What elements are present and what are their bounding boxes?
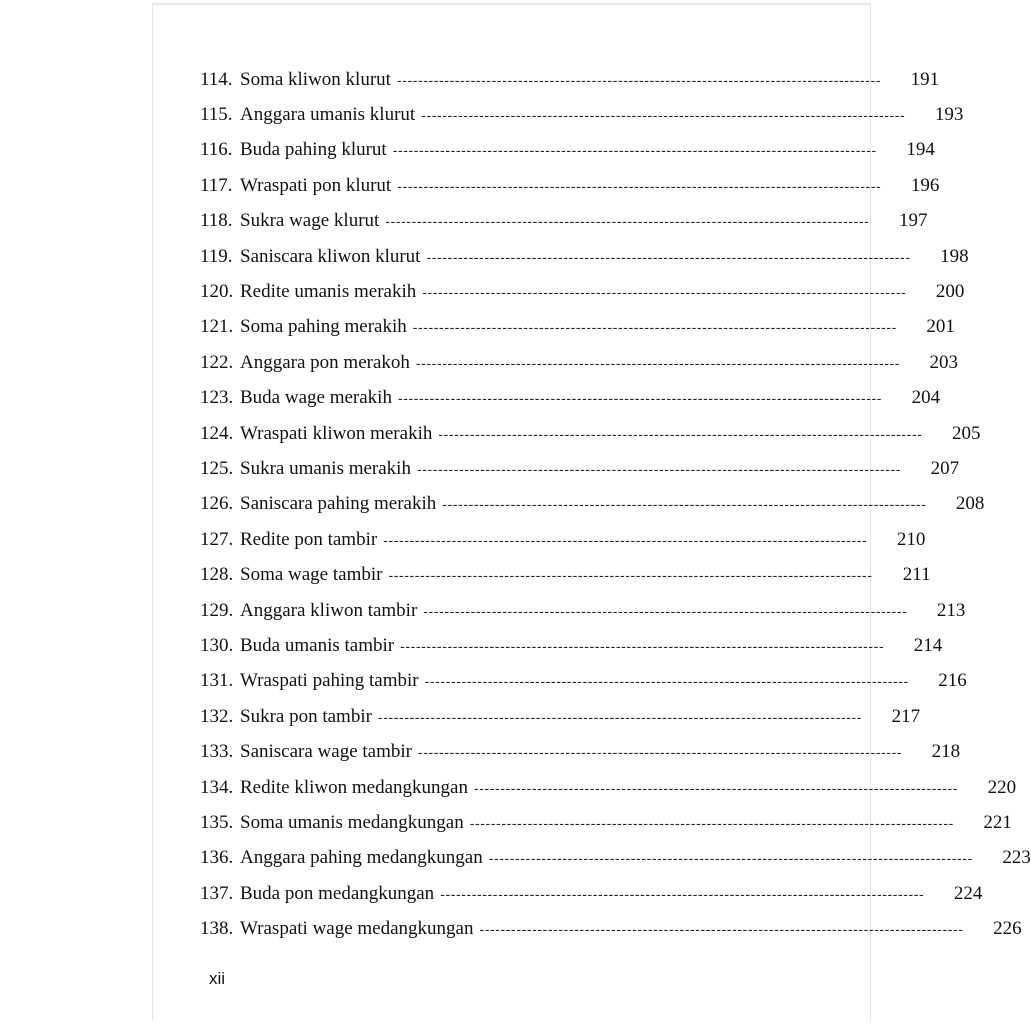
toc-entry <box>200 168 940 203</box>
toc-entry-number: 137. <box>200 882 234 904</box>
toc-dash-leader: -------------------------------------------------------------------------------------------- <box>396 71 882 88</box>
toc-entry-title: Soma pahing merakih <box>240 316 407 338</box>
toc-entry-title: Soma umanis medangkungan <box>240 811 464 833</box>
toc-entry-number: 136. <box>200 847 234 869</box>
toc-entry-page-number: 221 <box>983 811 1012 833</box>
toc-dash-leader: -------------------------------------------------------------------------------------------- <box>438 425 923 442</box>
toc-entry-page-number: 198 <box>940 245 969 267</box>
toc-entry-title: Buda umanis tambir <box>240 634 395 656</box>
toc-entry-number: 135. <box>200 811 234 833</box>
toc-dash-leader: -------------------------------------------------------------------------------------------- <box>423 602 908 619</box>
toc-entry-title: Redite kliwon medangkungan <box>240 776 468 798</box>
toc-dash-leader: -------------------------------------------------------------------------------------------- <box>412 319 897 336</box>
toc-entry-number: 127. <box>200 528 234 550</box>
toc-entry-page-number: 203 <box>929 351 959 373</box>
toc-entry-title: Redite umanis merakih <box>240 281 417 303</box>
toc-entry <box>200 770 1017 805</box>
toc-dash-leader: -------------------------------------------------------------------------------------------- <box>424 673 909 690</box>
toc-entry-number: 131. <box>200 670 234 692</box>
toc-entry-title: Wraspati pahing tambir <box>240 670 419 692</box>
toc-entry-number: 117. <box>200 174 233 196</box>
toc-entry-number: 133. <box>200 741 234 763</box>
toc-entry-title: Buda pahing klurut <box>240 139 387 161</box>
toc-entry <box>200 345 959 380</box>
toc-entry <box>200 699 921 734</box>
toc-dash-leader: -------------------------------------------------------------------------------------------- <box>421 107 906 124</box>
toc-dash-leader: -------------------------------------------------------------------------------------------- <box>422 284 907 301</box>
toc-entry-number: 116. <box>200 139 233 161</box>
toc-entry-page-number: 220 <box>987 776 1017 798</box>
toc-entry-title: Saniscara pahing merakih <box>240 493 437 515</box>
toc-entry-number: 132. <box>200 705 234 727</box>
toc-entry-page-number: 216 <box>938 670 967 692</box>
toc-entry-title: Buda wage merakih <box>240 387 392 409</box>
toc-entry-number: 121. <box>200 316 234 338</box>
toc-entry <box>200 381 941 416</box>
toc-entry <box>200 274 965 309</box>
toc-entry-page-number: 200 <box>935 281 965 303</box>
table-of-contents <box>200 62 1031 947</box>
toc-entry-page-number: 194 <box>906 139 935 161</box>
toc-dash-leader: -------------------------------------------------------------------------------------------- <box>388 567 873 584</box>
toc-entry-number: 120. <box>200 281 234 303</box>
toc-entry-page-number: 201 <box>926 316 955 338</box>
toc-entry-title: Saniscara kliwon klurut <box>240 245 421 267</box>
toc-entry-title: Buda pon medangkungan <box>240 882 435 904</box>
toc-entry-page-number: 205 <box>951 422 981 444</box>
toc-entry-page-number: 210 <box>896 528 926 550</box>
toc-entry <box>200 239 969 274</box>
toc-entry-title: Anggara pon merakoh <box>240 351 410 373</box>
toc-entry-page-number: 193 <box>934 104 964 126</box>
toc-entry <box>200 805 1012 840</box>
toc-entry-number: 122. <box>200 351 234 373</box>
toc-dash-leader: -------------------------------------------------------------------------------------------- <box>440 885 925 902</box>
toc-entry <box>200 911 1022 946</box>
toc-entry-page-number: 197 <box>898 210 928 232</box>
toc-dash-leader: -------------------------------------------------------------------------------------------- <box>383 531 868 548</box>
toc-dash-leader: -------------------------------------------------------------------------------------------- <box>415 354 901 371</box>
toc-entry <box>200 628 943 663</box>
toc-entry-title: Anggara pahing medangkungan <box>240 847 483 869</box>
toc-entry-page-number: 204 <box>911 387 941 409</box>
toc-entry-number: 130. <box>200 634 234 656</box>
toc-entry-page-number: 211 <box>902 564 931 586</box>
toc-entry-page-number: 217 <box>891 705 921 727</box>
toc-entry-page-number: 196 <box>910 174 940 196</box>
toc-entry <box>200 593 966 628</box>
toc-entry-title: Sukra umanis merakih <box>240 457 411 479</box>
toc-entry <box>200 734 961 769</box>
toc-entry-page-number: 214 <box>913 634 943 656</box>
toc-entry <box>200 487 985 522</box>
toc-entry-number: 114. <box>200 68 233 90</box>
toc-dash-leader: -------------------------------------------------------------------------------------------- <box>385 213 870 230</box>
toc-dash-leader: -------------------------------------------------------------------------------------------- <box>397 390 883 407</box>
toc-entry-number: 124. <box>200 422 234 444</box>
toc-entry-number: 126. <box>200 493 234 515</box>
toc-entry <box>200 62 940 97</box>
toc-entry <box>200 133 935 168</box>
toc-dash-leader: -------------------------------------------------------------------------------------------- <box>426 248 911 265</box>
toc-entry-title: Redite pon tambir <box>240 528 378 550</box>
toc-dash-leader: -------------------------------------------------------------------------------------------- <box>469 814 954 831</box>
toc-entry <box>200 522 926 557</box>
page-folio: xii <box>209 969 226 988</box>
toc-entry-page-number: 223 <box>1002 847 1031 869</box>
toc-entry-page-number: 218 <box>931 741 961 763</box>
toc-entry-title: Soma wage tambir <box>240 564 383 586</box>
toc-entry <box>200 664 967 699</box>
toc-entry <box>200 310 955 345</box>
toc-entry-page-number: 226 <box>993 918 1022 940</box>
toc-entry-number: 123. <box>200 387 234 409</box>
toc-entry-page-number: 213 <box>936 599 966 621</box>
toc-entry <box>200 876 983 911</box>
toc-dash-leader: -------------------------------------------------------------------------------------------- <box>416 460 902 477</box>
toc-entry-number: 128. <box>200 564 234 586</box>
toc-dash-leader: -------------------------------------------------------------------------------------------- <box>442 496 927 513</box>
toc-dash-leader: -------------------------------------------------------------------------------------------- <box>473 779 959 796</box>
toc-dash-leader: -------------------------------------------------------------------------------------------- <box>392 142 877 159</box>
toc-entry-title: Anggara umanis klurut <box>240 104 416 126</box>
toc-entry-title: Anggara kliwon tambir <box>240 599 418 621</box>
toc-entry <box>200 451 960 486</box>
toc-entry-title: Wraspati wage medangkungan <box>240 918 474 940</box>
toc-entry <box>200 841 1031 876</box>
toc-entry-number: 129. <box>200 599 234 621</box>
toc-dash-leader: -------------------------------------------------------------------------------------------- <box>488 850 973 867</box>
toc-entry-page-number: 207 <box>930 457 960 479</box>
toc-entry-number: 125. <box>200 457 234 479</box>
toc-entry-page-number: 191 <box>910 68 940 90</box>
toc-dash-leader: -------------------------------------------------------------------------------------------- <box>397 177 882 194</box>
toc-entry-title: Wraspati kliwon merakih <box>240 422 433 444</box>
toc-entry <box>200 204 928 239</box>
toc-entry <box>200 416 981 451</box>
toc-dash-leader: -------------------------------------------------------------------------------------------- <box>417 744 903 761</box>
toc-entry-page-number: 224 <box>953 882 983 904</box>
toc-entry-title: Saniscara wage tambir <box>240 741 412 763</box>
toc-dash-leader: -------------------------------------------------------------------------------------------- <box>479 921 964 938</box>
toc-entry-number: 118. <box>200 210 233 232</box>
toc-entry-title: Soma kliwon klurut <box>240 68 391 90</box>
toc-dash-leader: -------------------------------------------------------------------------------------------- <box>400 637 885 654</box>
document-page <box>152 3 1031 1021</box>
toc-entry-title: Sukra pon tambir <box>240 705 372 727</box>
toc-entry <box>200 97 964 132</box>
toc-entry-title: Wraspati pon klurut <box>240 174 392 196</box>
toc-entry-page-number: 208 <box>955 493 985 515</box>
toc-entry-number: 134. <box>200 776 234 798</box>
toc-entry-number: 115. <box>200 104 233 126</box>
toc-entry-number: 138. <box>200 918 234 940</box>
toc-entry-title: Sukra wage klurut <box>240 210 380 232</box>
toc-entry-number: 119. <box>200 245 233 267</box>
toc-entry <box>200 557 931 592</box>
toc-dash-leader: -------------------------------------------------------------------------------------------- <box>377 708 863 725</box>
